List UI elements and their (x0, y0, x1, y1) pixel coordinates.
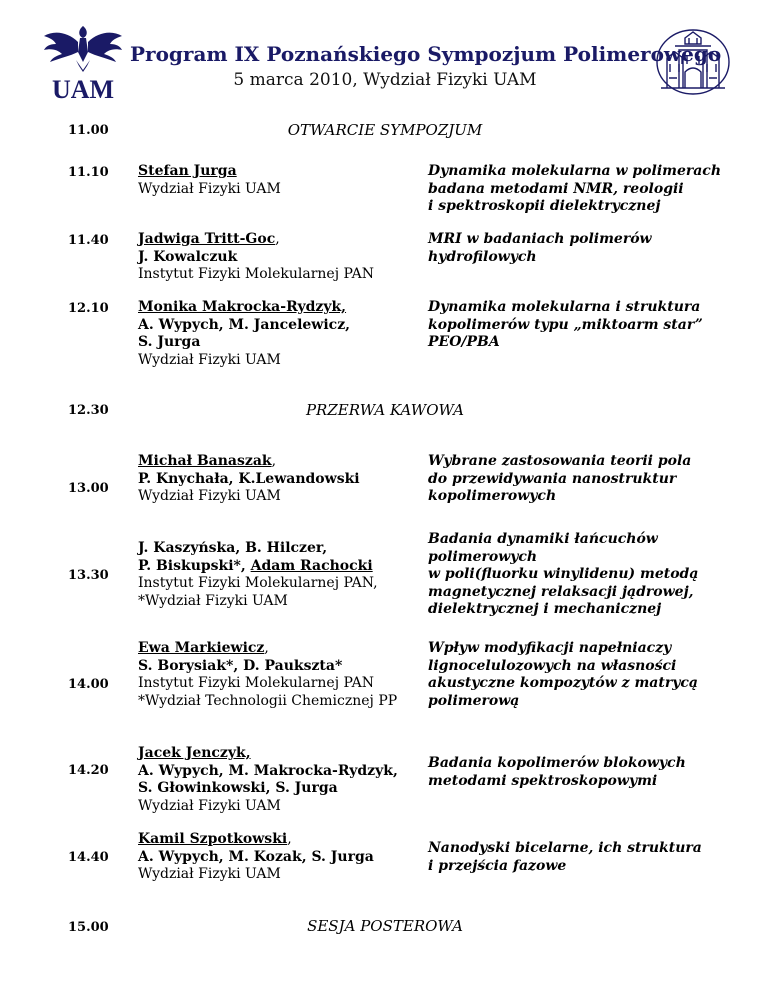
coauthors: A. Wypych, M. Jancelewicz, (138, 316, 351, 333)
talk-time: 11.40 (68, 233, 109, 248)
presenter-suffix: , (271, 453, 277, 469)
talk-title-line: Badania dynamiki łańcuchów (428, 531, 658, 547)
talk-authors (138, 163, 408, 198)
coauthors: A. Wypych, M. Kozak, S. Jurga (138, 848, 374, 865)
presenter-suffix: , (264, 640, 269, 656)
page-title: Program IX Poznańskiego Sympozjum Polimerowego (130, 42, 722, 66)
talk-time: 11.10 (68, 165, 109, 180)
talk-authors (138, 540, 408, 610)
presenter-name: Michał Banaszak (138, 453, 272, 469)
logo-text: UAM (51, 75, 115, 102)
affiliation: Wydział Fizyki UAM (138, 866, 281, 882)
talk-time: 14.40 (68, 850, 109, 865)
affiliation: Instytut Fizyki Molekularnej PAN, (138, 575, 378, 591)
session-time: 11.00 (68, 123, 109, 138)
uam-logo (40, 22, 126, 102)
talk-title-line: Dynamika molekularna i struktura (428, 299, 701, 315)
talk-title-line: hydrofilowych (428, 248, 537, 265)
talk-title-line: akustyczne kompozytów z matrycą (428, 675, 698, 691)
presenter-suffix: , (287, 831, 292, 847)
coauthors: J. Kaszyńska, B. Hilczer, (138, 540, 328, 556)
talk-title-line: magnetycznej relaksacji jądrowej, (428, 583, 694, 600)
presenter-name: Stefan Jurga (138, 163, 237, 179)
session-time: 15.00 (68, 920, 109, 935)
eagle-emblem-icon (40, 22, 126, 102)
talk-authors (138, 299, 408, 369)
coauthors: J. Kowalczuk (138, 248, 238, 265)
talk-title-line: polimerową (428, 692, 520, 709)
coauthors: A. Wypych, M. Makrocka-Rydzyk, (138, 762, 398, 779)
talk-title-line: MRI w badaniach polimerów (428, 231, 652, 247)
session-label-break: PRZERWA KAWOWA (305, 401, 465, 419)
affiliation: Wydział Fizyki UAM (138, 180, 281, 197)
talk-title-line: do przewidywania nanostruktur (428, 470, 677, 487)
affiliation: Instytut Fizyki Molekularnej PAN (138, 675, 375, 691)
talk-title-line: PEO/PBA (428, 334, 500, 350)
talk-title (428, 231, 718, 266)
talk-title-line: i spektroskopii dielektrycznej (428, 198, 661, 214)
talk-time: 13.30 (68, 568, 109, 583)
talk-authors (138, 231, 408, 284)
building-emblem-icon (655, 28, 731, 96)
affiliation: Instytut Fizyki Molekularnej PAN (138, 266, 375, 282)
talk-time: 12.10 (68, 301, 109, 316)
talk-title (428, 453, 718, 506)
talk-title-line: metodami spektroskopowymi (428, 772, 658, 789)
affiliation: Wydział Fizyki UAM (138, 488, 281, 504)
coauthors: S. Borysiak*, D. Paukszta* (138, 657, 343, 674)
talk-title (428, 640, 718, 710)
affiliation: *Wydział Technologii Chemicznej PP (138, 692, 398, 709)
coauthors: P. Biskupski*, (138, 557, 251, 574)
talk-authors (138, 453, 408, 506)
talk-title (428, 531, 718, 619)
talk-title (428, 840, 718, 875)
talk-title (428, 163, 722, 216)
talk-authors (138, 745, 408, 815)
talk-title-line: dielektrycznej i mechanicznej (428, 601, 662, 617)
affiliation: *Wydział Fizyki UAM (138, 592, 288, 609)
presenter-name: Jacek Jenczyk, (138, 745, 251, 761)
talk-title-line: i przejścia fazowe (428, 857, 567, 874)
talk-title-line: lignocelulozowych na własności (428, 657, 677, 674)
talk-title-line: Dynamika molekularna w polimerach (428, 163, 722, 179)
talk-title-line: polimerowych (428, 548, 538, 565)
talk-title-line: kopolimerów typu „miktoarm star” (428, 316, 703, 333)
presenter-name: Kamil Szpotkowski (138, 831, 288, 847)
talk-time: 14.00 (68, 677, 109, 692)
talk-title-line: Nanodyski bicelarne, ich struktura (428, 840, 702, 856)
presenter-name: Jadwiga Tritt-Goc (138, 231, 276, 247)
talk-time: 13.00 (68, 481, 109, 496)
session-label-opening: OTWARCIE SYMPOZJUM (287, 121, 483, 139)
affiliation: Wydział Fizyki UAM (138, 797, 281, 814)
affiliation: Wydział Fizyki UAM (138, 351, 281, 368)
coauthors: P. Knychała, K.Lewandowski (138, 470, 360, 487)
talk-title-line: badana metodami NMR, reologii (428, 180, 684, 197)
page-subtitle: 5 marca 2010, Wydział Fizyki UAM (233, 70, 537, 90)
building-logo (655, 28, 731, 96)
session-time: 12.30 (68, 403, 109, 418)
talk-title-line: w poli(fluorku winylidenu) metodą (428, 566, 699, 582)
presenter-name: Monika Makrocka-Rydzyk, (138, 299, 347, 315)
talk-authors (138, 831, 408, 884)
talk-title-line: kopolimerowych (428, 488, 557, 504)
coauthors: S. Jurga (138, 334, 201, 350)
talk-title-line: Badania kopolimerów blokowych (428, 755, 686, 771)
presenter-suffix: , (275, 231, 280, 247)
coauthors: S. Głowinkowski, S. Jurga (138, 780, 338, 796)
presenter-name: Ewa Markiewicz (138, 640, 265, 656)
talk-title-line: Wybrane zastosowania teorii pola (428, 453, 692, 469)
presenter-name: Adam Rachocki (250, 557, 373, 574)
talk-time: 14.20 (68, 763, 109, 778)
talk-authors (138, 640, 408, 710)
talk-title-line: Wpływ modyfikacji napełniaczy (428, 640, 672, 656)
talk-title (428, 299, 718, 352)
talk-title (428, 755, 718, 790)
session-label-poster: SESJA POSTEROWA (307, 917, 463, 935)
